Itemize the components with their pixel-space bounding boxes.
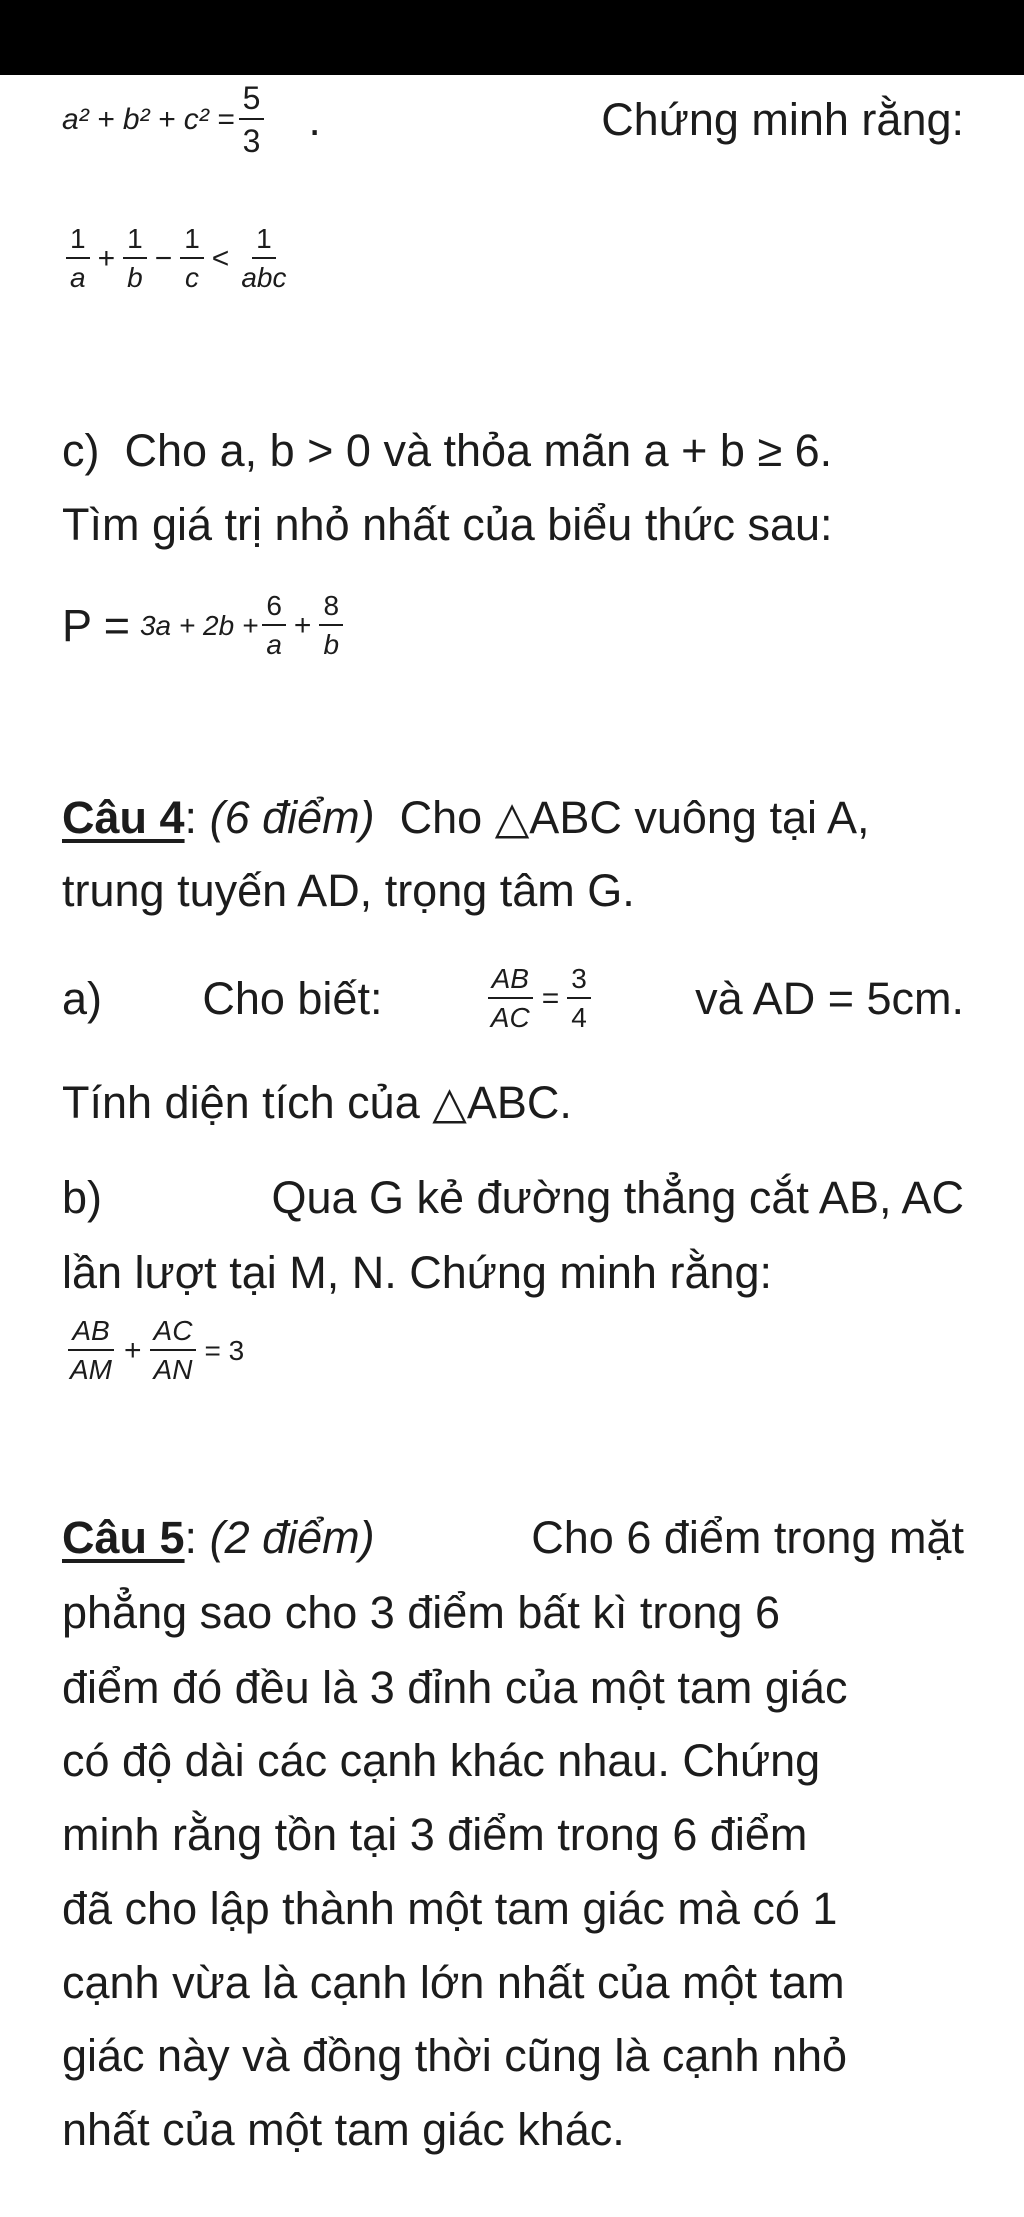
cau5-points: (2 điểm) (209, 1512, 375, 1563)
frac-6-a: $\frac{6}{a}$ (262, 592, 286, 659)
frac-1-abc: $\frac{1}{\text{abc}}$ (241, 223, 287, 293)
sum-squares: a² + b² + c² = (62, 102, 235, 136)
cau5-line: nhất của một tam giác khác. (62, 2104, 625, 2155)
cau5-line: đã cho lập thành một tam giác mà có 1 (62, 1883, 838, 1934)
top-black-bar (0, 0, 1024, 75)
cau5-line: minh rằng tồn tại 3 điểm trong 6 điểm (62, 1809, 808, 1860)
cau4-title: Câu 4 (62, 792, 185, 843)
cau5-line: phẳng sao cho 3 điểm bất kì trong 6 (62, 1587, 780, 1638)
cau4-part-a: a) Cho biết: $\frac{AB}{AC}$ = $\frac{3}{4}$ và AD = 5cm. (62, 963, 964, 1033)
cau4-part-b-line1: b) Qua G kẻ đường thẳng cắt AB, AC (62, 1172, 964, 1223)
inequality-line: $\frac{1}{a}$ + $\frac{1}{b}$ − $\frac{1}{c}$ < $\frac{1}{\text{abc}}$ (62, 225, 964, 292)
ratio-ab-ac: $\frac{AB}{AC}$ = $\frac{3}{4}$ (483, 965, 595, 1032)
part-c-line2: Tìm giá trị nhỏ nhất của biểu thức sau: (62, 499, 833, 550)
cau5-title: Câu 5 (62, 1512, 185, 1563)
cau5-line: có độ dài các cạnh khác nhau. Chứng (62, 1735, 821, 1786)
cau4-part-a-line2: Tính diện tích của △ABC. (62, 1077, 572, 1128)
cau5-line: giác này và đồng thời cũng là cạnh nhỏ (62, 2030, 848, 2081)
condition-line: a² + b² + c² = $\frac{5}{3}$ . Chứng minh rằng: (62, 80, 964, 159)
cau4-header: Câu 4: (6 điểm) Cho △ABC vuông tại A, (62, 792, 870, 843)
cau5-header: Câu 5: (2 điểm) Cho 6 điểm trong mặt (62, 1512, 964, 1563)
cau4-points: (6 điểm) (209, 792, 375, 843)
frac-1-a: $\frac{1}{a}$ (66, 225, 90, 292)
fraction-5-3: $\frac{5}{3}$ (239, 82, 265, 157)
cau4-line2: trung tuyến AD, trọng tâm G. (62, 865, 635, 916)
frac-8-b: $\frac{8}{b}$ (319, 592, 343, 659)
p-expression: P = 3a + 2b + $\frac{6}{a}$ + $\frac{8}{b}$ (62, 592, 964, 659)
frac-1-b: $\frac{1}{b}$ (123, 225, 147, 292)
part-c-line1: c) Cho a, b > 0 và thỏa mãn a + b ≥ 6. (62, 425, 833, 476)
cau5-line: cạnh vừa là cạnh lớn nhất của một tam (62, 1957, 845, 2008)
cau5-line: điểm đó đều là 3 đỉnh của một tam giác (62, 1662, 848, 1713)
cau4-part-b-line2: lần lượt tại M, N. Chứng minh rằng: (62, 1247, 773, 1298)
prove-text: Chứng minh rằng: (601, 94, 964, 145)
ratio-sum-equation: $\frac{AB}{AM}$ + $\frac{AC}{AN}$ = 3 (70, 1315, 245, 1385)
frac-1-c: $\frac{1}{c}$ (180, 225, 204, 292)
